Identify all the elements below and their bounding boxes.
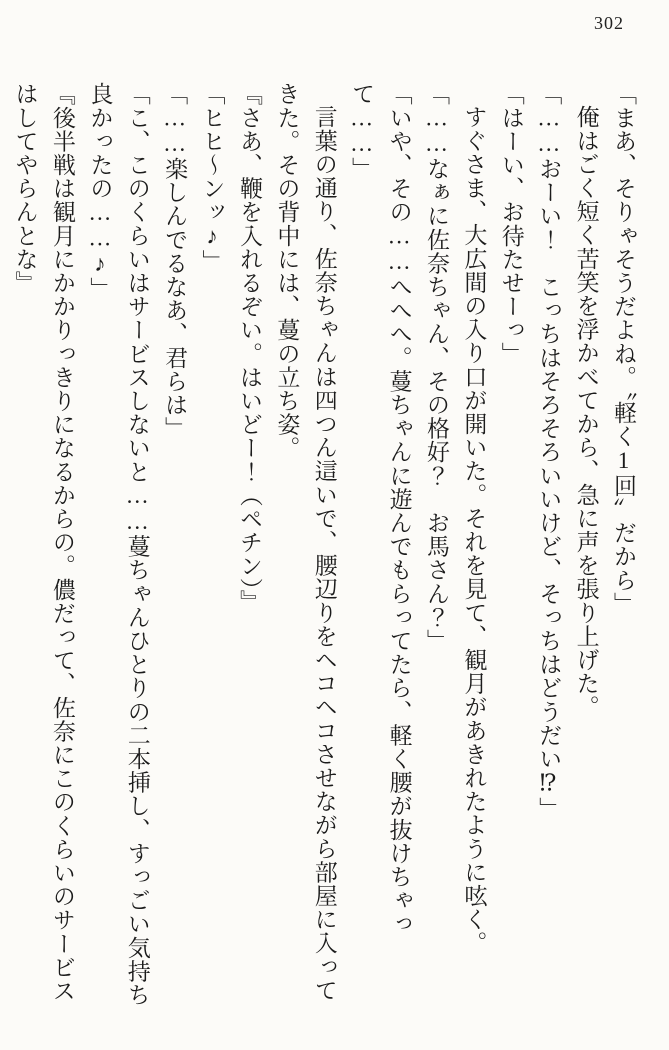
paragraph-narration: すぐさま、大広間の入り口が開いた。それを見て、観月があきれたように呟く。 bbox=[461, 105, 487, 955]
paragraph-narration: 言葉の通り、佐奈ちゃんは四つん這いで、腰辺りをヘコヘコさせながら部屋に入ってきた。その背中には、蔓の立ち姿。 bbox=[274, 82, 337, 1002]
paragraph-dialogue: 「はーい、お待たせーっ」 bbox=[498, 82, 524, 366]
paragraph-dialogue: 「……楽しんでるなあ、君らは」 bbox=[162, 82, 188, 440]
paragraph-dialogue: 「……おーい！ こっちはそろそろいいけど、そっちはどうだい⁉」 bbox=[536, 82, 562, 821]
paragraph-dialogue: 「こ、このくらいはサービスしないと……蔓ちゃんひとりの二本挿し、すっごい気持ち良かったの……♪」 bbox=[87, 82, 150, 1007]
paragraph-narration: 俺はごく短く苦笑を浮かべてから、急に声を張り上げた。 bbox=[573, 105, 599, 719]
vertical-text-block bbox=[6, 82, 642, 1014]
paragraph-dialogue: 『さあ、鞭を入れるぞい。はいどー！（ペチン）』 bbox=[236, 82, 262, 614]
page-number: 302 bbox=[594, 13, 624, 33]
paragraph-dialogue: 「ヒヒ〜ンッ♪」 bbox=[199, 82, 225, 273]
paragraph-dialogue: 「……なぁに佐奈ちゃん、その格好？ お馬さん？」 bbox=[423, 82, 449, 653]
paragraph-dialogue: 『後半戦は観月にかかりっきりになるからの。儂だって、佐奈にこのくらいのサービスはしてやらんとな』 bbox=[12, 82, 75, 1003]
paragraph-dialogue: 「まあ、そりゃそうだよね。〝軽く1回〟だから」 bbox=[611, 82, 636, 616]
paragraph-dialogue: 「いや、その……へへへ。蔓ちゃんに遊んでもらってたら、軽く腰が抜けちゃって……」 bbox=[349, 82, 412, 936]
